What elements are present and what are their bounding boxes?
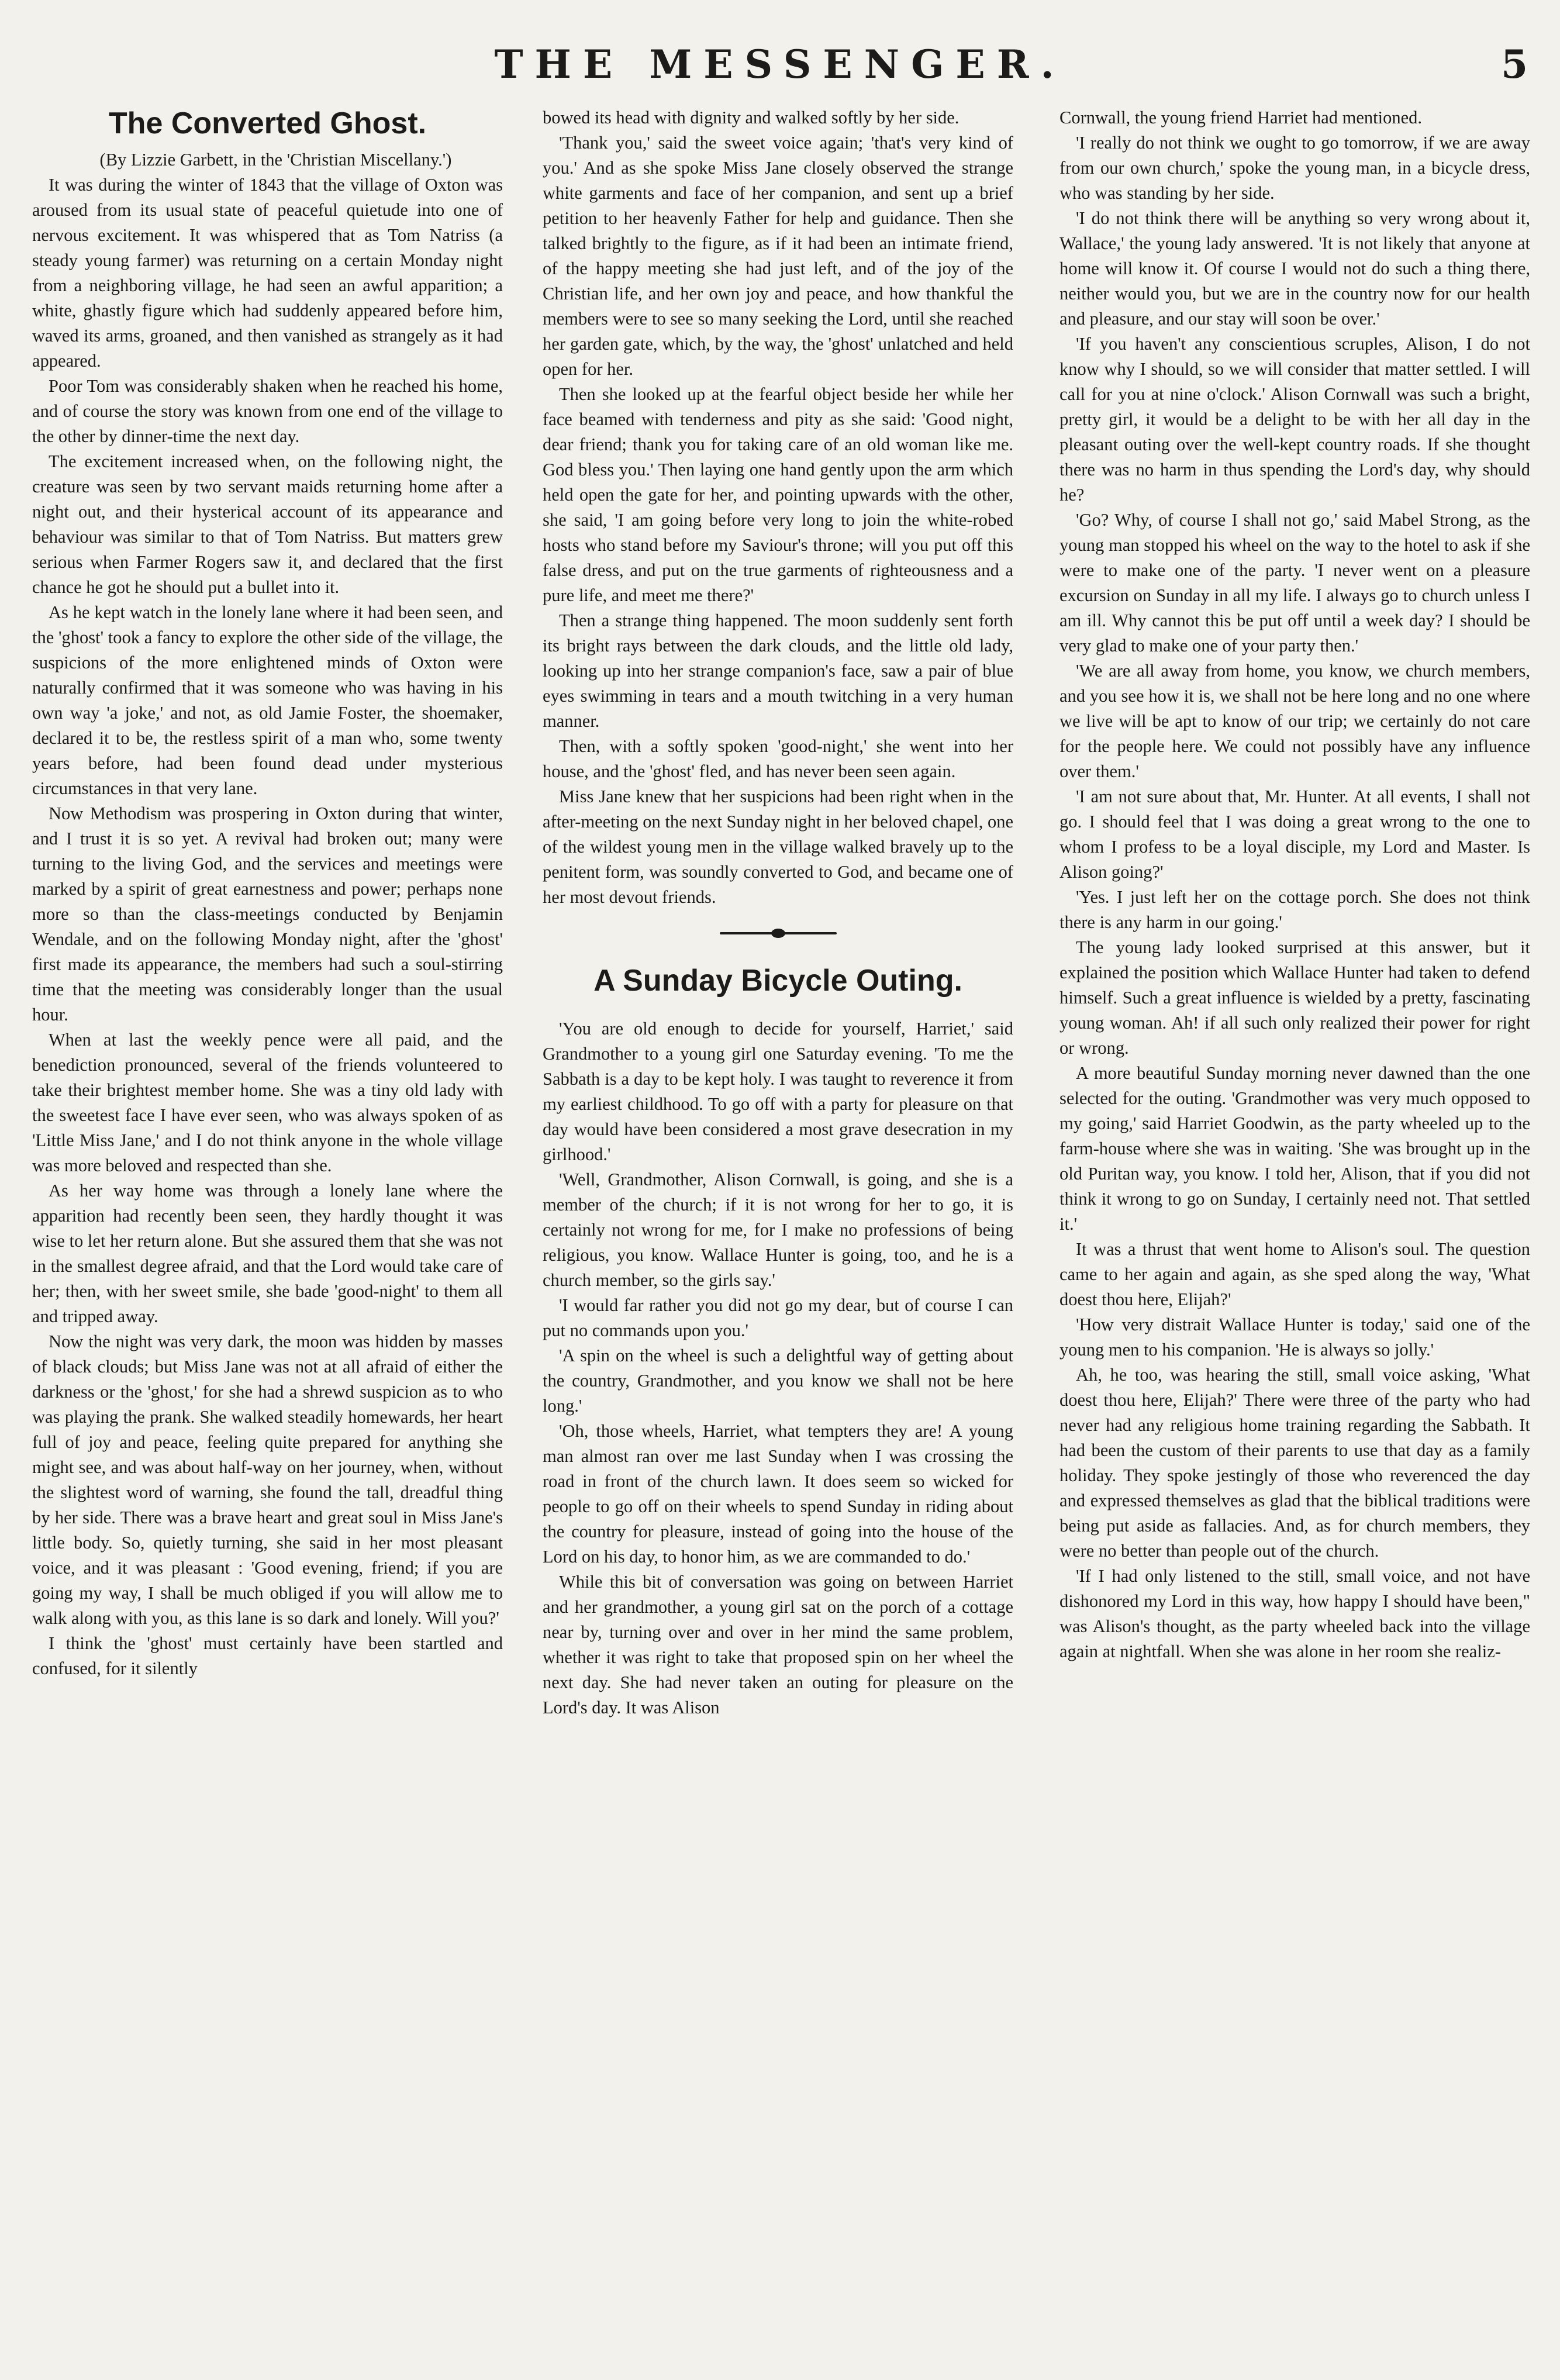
article-paragraph: 'Yes. I just left her on the cottage porch. She does not think there is any harm in our going.' xyxy=(1059,887,1530,932)
article-paragraph: 'I am not sure about that, Mr. Hunter. At all events, I shall not go. I should feel that I was doing a great wrong to the one to whom I profess to be a loyal disciple, my Lord and Master. Is Alison going?' xyxy=(1059,787,1530,882)
article-paragraph: 'If you haven't any conscientious scruples, Alison, I do not know why I should, so we will consider that matter settled. I will call for you at nine o'clock.' Alison Cornwall was such a bright, pretty girl, it would be a delight to be with her all day in the pleasant outing over the well-kept country roads. If she thought there was no harm in thus spending the Lord's day, why should he? xyxy=(1059,334,1530,505)
article-paragraph: 'I do not think there will be anything so very wrong about it, Wallace,' the young lady answered. 'It is not likely that anyone at home will know it. Of course I would not do such a thing there, neither would you, but we are in the country now for our health and pleasure, and our stay will soon be over.' xyxy=(1059,208,1530,329)
article-paragraph: 'Thank you,' said the sweet voice again; 'that's very kind of you.' And as she spoke Miss Jane closely observed the strange white garments and face of her companion, and sent up a brief petition to her heavenly Father for help and guidance. Then she talked brightly to the figure, as if it had been an intimate friend, of the happy meeting she had just left, and of the joy of the Christian life, and her own joy and peace, and how thankful the members were to see so many seeking the Lord, until she reached her garden gate, which, by the way, the 'ghost' unlatched and held open for her. xyxy=(543,133,1013,379)
ornamental-rule xyxy=(720,932,837,934)
article-paragraph: I think the 'ghost' must certainly have been startled and confused, for it silently xyxy=(32,1633,503,1678)
spacer xyxy=(543,1005,1013,1016)
article-paragraph: Then, with a softly spoken 'good-night,' she went into her house, and the 'ghost' fled, and has never been seen again. xyxy=(543,736,1013,781)
article-paragraph: Then she looked up at the fearful object beside her while her face beamed with tenderness and pity as she said: 'Good night, dear friend; thank you for taking care of an old woman like me. God bless you.' Then laying one hand gently upon the arm which held open the gate for her, and pointing upwards with the other, she said, 'I am going before very long to join the white-robed hosts who stand before my Saviour's throne; will you put off this false dress, and put on the true garments of righteousness and a pure life, and meet me there?' xyxy=(543,384,1013,605)
article-paragraph: The excitement increased when, on the following night, the creature was seen by two servant maids returning home after a night out, and their hysterical account of its appearance and behaviour was similar to that of Tom Natriss. But matters grew serious when Farmer Rogers saw it, and declared that the first chance he got he should put a bullet into it. xyxy=(32,451,503,597)
article-paragraph: 'Go? Why, of course I shall not go,' said Mabel Strong, as the young man stopped his wheel on the way to the hotel to ask if she were to make one of the party. 'I never went on a pleasure excursion on Sunday in all my life. I always go to church unless I am ill. Why cannot this be put off until a week day? I should be very glad to make one of your party then.' xyxy=(1059,510,1530,656)
article-paragraph: Cornwall, the young friend Harriet had mentioned. xyxy=(1059,108,1422,127)
article-paragraph: It was a thrust that went home to Alison's soul. The question came to her again and again, as she sped along the way, 'What doest thou here, Elijah?' xyxy=(1059,1239,1530,1309)
article-paragraph: Now the night was very dark, the moon was hidden by masses of black clouds; but Miss Jane was not at all afraid of either the darkness or the 'ghost,' for she had a shrewd suspicion as to who was playing the prank. She walked steadily homewards, her heart full of joy and peace, feeling quite prepared for anything she might see, and was about half-way on her journey, when, without the slightest word of warning, she found the tall, dreadful thing by her side. There was a brave heart and great soul in Miss Jane's little body. So, quietly turning, she said in her most pleasant voice, and it was pleasant : 'Good evening, friend; if you are going my way, I shall be much obliged if you will allow me to walk along with you, as this lane is so dark and lonely. Will you?' xyxy=(32,1332,503,1628)
column-1 xyxy=(32,105,503,2368)
article-paragraph: 'Well, Grandmother, Alison Cornwall, is going, and she is a member of the church; if it is not wrong for her to go, it is certainly not wrong for me, for I make no professions of being religious, you know. Wallace Hunter is going, too, and he is a church member, so the girls say.' xyxy=(543,1170,1013,1290)
article-paragraph: Poor Tom was considerably shaken when he reached his home, and of course the story was known from one end of the village to the other by dinner-time the next day. xyxy=(32,376,503,446)
article-paragraph: Then a strange thing happened. The moon suddenly sent forth its bright rays between the dark clouds, and the little old lady, looking up into her strange companion's face, saw a pair of blue eyes swimming in tears and a mouth twitching in a very human manner. xyxy=(543,610,1013,731)
article-paragraph: As her way home was through a lonely lane where the apparition had recently been seen, they hardly thought it was wise to let her return alone. But she assured them that she was not in the smallest degree afraid, and that the Lord would take care of her; then, with her sweet smile, she bade 'good-night' to them all and tripped away. xyxy=(32,1181,503,1326)
article-paragraph: Miss Jane knew that her suspicions had been right when in the after-meeting on the next Sunday night in her beloved chapel, one of the wildest young men in the village walked bravely up to the penitent form, was soundly converted to God, and became one of her most devout friends. xyxy=(543,787,1013,907)
article-paragraph: The young lady looked surprised at this answer, but it explained the position which Wallace Hunter had taken to defend himself. Such a great influence is wielded by a pretty, fascinating young woman. Ah! if all such only realized their power for right or wrong. xyxy=(1059,937,1530,1058)
article-paragraph: Ah, he too, was hearing the still, small voice asking, 'What doest thou here, Elijah?' There were three of the party who had never had any religious home training regarding the Sabbath. It had been the custom of their parents to use that day as a family holiday. They spoke jestingly of those who reverenced the day and expressed themselves as glad that the biblical traditions were being put aside as fallacies. And, as for church members, they were no better than people out of the church. xyxy=(1059,1365,1530,1561)
byline: (By Lizzie Garbett, in the 'Christian Miscellany.') xyxy=(99,150,452,170)
article-paragraph: 'If I had only listened to the still, small voice, and not have dishonored my Lord in this way, how happy I should have been," was Alison's thought, as the party wheeled back into the village again at nightfall. When she was alone in her room she realiz- xyxy=(1059,1566,1530,1661)
article-paragraph: 'I would far rather you did not go my dear, but of course I can put no commands upon you.' xyxy=(543,1295,1013,1340)
article-paragraph: bowed its head with dignity and walked softly by her side. xyxy=(543,108,960,127)
page-header xyxy=(0,41,1560,88)
article-paragraph: 'You are old enough to decide for yourself, Harriet,' said Grandmother to a young girl one Saturday evening. 'To me the Sabbath is a day to be kept holy. I was taught to reverence it from my earliest childhood. To go off with a party for pleasure on that day would have been considered a most grave desecration in my girlhood.' xyxy=(543,1019,1013,1164)
article-paragraph: 'Oh, those wheels, Harriet, what tempters they are! A young man almost ran over me last Sunday when I was crossing the road in front of the church lawn. It does seem so wicked for people to go off on their wheels to spend Sunday in riding about the country for pleasure, instead of going into the house of the Lord on his day, to honor him, as we are commanded to do.' xyxy=(543,1421,1013,1567)
article-paragraph: 'We are all away from home, you know, we church members, and you see how it is, we shall not be here long and no one where we live will be apt to know of our trip; we certainly do not care for the people here. We could not possibly have any influence over them.' xyxy=(1059,661,1530,781)
article-paragraph: As he kept watch in the lonely lane where it had been seen, and the 'ghost' took a fancy to explore the other side of the village, the suspicions of the more enlightened minds of Oxton were naturally confirmed that it was someone who was having in his own way 'a joke,' and not, as old Jamie Foster, the shoemaker, declared it to be, the restless spirit of a man who, some twenty years before, had been found dead under mysterious circumstances in that very lane. xyxy=(32,602,503,798)
article-paragraph: It was during the winter of 1843 that the village of Oxton was aroused from its usual state of peaceful quietude into one of nervous excitement. It was whispered that as Tom Natriss (a steady young farmer) was returning on a certain Monday night from a neighboring village, he had seen an awful apparition; a white, ghastly figure which had suddenly appeared before him, waved its arms, groaned, and then vanished as strangely as it had appeared. xyxy=(32,175,503,371)
page-number: 5 xyxy=(1501,42,1528,87)
masthead: THE MESSENGER. xyxy=(494,42,1066,87)
article-paragraph: While this bit of conversation was going on between Harriet and her grandmother, a young girl sat on the porch of a cottage near by, turning over and over in her mind the same problem, whether it was right to take that proposed spin on her wheel the next day. She had never taken an outing for pleasure on the Lord's day. It was Alison xyxy=(543,1572,1013,1717)
article-paragraph: 'I really do not think we ought to go tomorrow, if we are away from our own church,' spoke the young man, in a bicycle dress, who was standing by her side. xyxy=(1059,133,1530,203)
article-paragraph: 'How very distrait Wallace Hunter is today,' said one of the young men to his companion. 'He is always so jolly.' xyxy=(1059,1315,1530,1360)
article-paragraph: When at last the weekly pence were all paid, and the benediction pronounced, several of the friends volunteered to take their brightest member home. She was a tiny old lady with the sweetest face I have ever seen, who was always spoken of as 'Little Miss Jane,' and I do not think anyone in the whole village was more beloved and respected than she. xyxy=(32,1030,503,1175)
article-paragraph: A more beautiful Sunday morning never dawned than the one selected for the outing. 'Grandmother was very much opposed to my going,' said Harriet Goodwin, as the party wheeled up to the farm-house where she was in waiting. 'She was brought up in the old Puritan way, you know. I told her, Alison, that if you did not think it wrong to go on Sunday, I certainly need not. That settled it.' xyxy=(1059,1063,1530,1234)
story-title-sunday-bicycle-outing: A Sunday Bicycle Outing. xyxy=(593,964,962,998)
story-title-converted-ghost: The Converted Ghost. xyxy=(108,106,427,140)
article-paragraph: Now Methodism was prospering in Oxton during that winter, and I trust it is so yet. A revival had broken out; many were turning to the living God, and the services and meetings were marked by a spirit of great earnestness and power; perhaps none more so than the class-meetings conducted by Benjamin Wendale, and on the following Monday night, after the 'ghost' first made its appearance, the members had such a soul-stirring time that the meeting was considerably longer than the usual hour. xyxy=(32,803,503,1025)
column-2 xyxy=(543,105,1013,2368)
column-3 xyxy=(1059,105,1530,2368)
article-paragraph: 'A spin on the wheel is such a delightful way of getting about the country, Grandmother, and you know we shall not be here long.' xyxy=(543,1346,1013,1416)
section-divider xyxy=(543,916,1013,951)
